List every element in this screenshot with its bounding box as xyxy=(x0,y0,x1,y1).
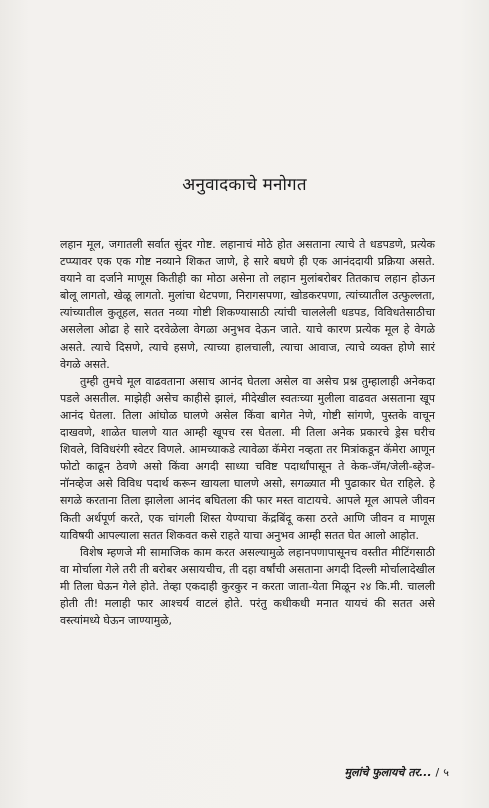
page-number: ५ xyxy=(443,766,449,779)
page-title: अनुवादकाचे मनोगत xyxy=(182,175,307,195)
running-footer-title: मुलांचे फुलायचे तर... xyxy=(344,766,432,779)
page-footer xyxy=(345,765,449,780)
body-text xyxy=(60,236,435,629)
footer-separator: / xyxy=(435,766,440,779)
paragraph-2: तुम्ही तुमचे मूल वाढवताना असाच आनंद घेतला असेल वा असेच प्रश्न तुम्हालाही अनेकदा पडले असतील. माझेही असेच काहीसे झालं, मीदेखील स्वतःच्या मुलीला वाढवत असताना खूप आनंद घेतला. तिला आंघोळ घालणे असेल किंवा बागेत नेणे, गोष्टी सांगणे, पुस्तके वाचून दाखवणे, शाळेत घालणे यात आम्ही खूपच रस घेतला. मी तिला अनेक प्रकारचे ड्रेस घरीच शिवले, विविधरंगी स्वेटर विणले. आमच्याकडे त्यावेळा कॅमेरा नव्हता तर मित्रांकडून कॅमेरा आणून फोटो काढून ठेवणे असो किंवा अगदी साध्या चविष्ट पदार्थांपासून ते केक-जॅम/जेली-ब्हेज-नॉनव्हेज असे विविध पदार्थ करून खायला घालणे असो, सगळ्यात मी पुढाकार घेत राहिले. हे सगळे करताना तिला झालेला आनंद बघितला की फार मस्त वाटायचे. आपले मूल आपले जीवन किती अर्थपूर्ण करते, एक चांगली शिस्त येण्याचा केंद्रबिंदू कसा ठरते आणि जीवन व माणूस याविषयी आपल्याला सतत शिकवत कसे राहते याचा अनुभव आम्ही सतत घेत आलो आहोत. xyxy=(60,374,435,542)
paragraph-3: विशेष म्हणजे मी सामाजिक काम करत असल्यामुळे लहानपणापासूनच वस्तीत मीटिंगसाठी वा मोर्चाला गेले तरी ती बरोबर असायचीच, ती दहा वर्षांची असताना अगदी दिल्ली मोर्चालादेखील मी तिला घेऊन गेले होते. तेव्हा एकदाही कुरकुर न करता जाता-येता मिळून २४ कि.मी. चालली होती ती! मलाही फार आश्चर्य वाटलं होते. परंतु कधीकधी मनात यायचं की सतत असे वस्त्यांमध्ये घेऊन जाण्यामुळे, xyxy=(60,545,435,628)
paragraph-1: लहान मूल, जगातली सर्वात सुंदर गोष्ट. लहानाचं मोठे होत असताना त्याचे ते धडपडणे, प्रत्येक टप्प्यावर एक एक गोष्ट नव्याने शिकत जाणे, हे सारे बघणे ही एक आनंददायी प्रक्रिया असते. वयाने वा दर्जाने माणूस कितीही का मोठा असेना तो लहान मुलांबरोबर तितकाच लहान होऊन बोलू लागतो, खेळू लागतो. मुलांचा थेटपणा, निरागसपणा, खोडकरपणा, त्यांच्यातील उत्फुल्लता, त्यांच्यातील कुतूहल, सतत नव्या गोष्टी शिकण्यासाठी त्यांची चाललेली धडपड, विविधतेसाठीचा असलेला ओढा हे सारे दरवेळेला वेगळा अनुभव देऊन जाते. याचे कारण प्रत्येक मूल हे वेगळे असते. त्याचे दिसणे, त्याचे हसणे, त्याच्या हालचाली, त्याचा आवाज, त्याचे व्यक्त होणे सारं वेगळे असते. xyxy=(60,238,435,371)
